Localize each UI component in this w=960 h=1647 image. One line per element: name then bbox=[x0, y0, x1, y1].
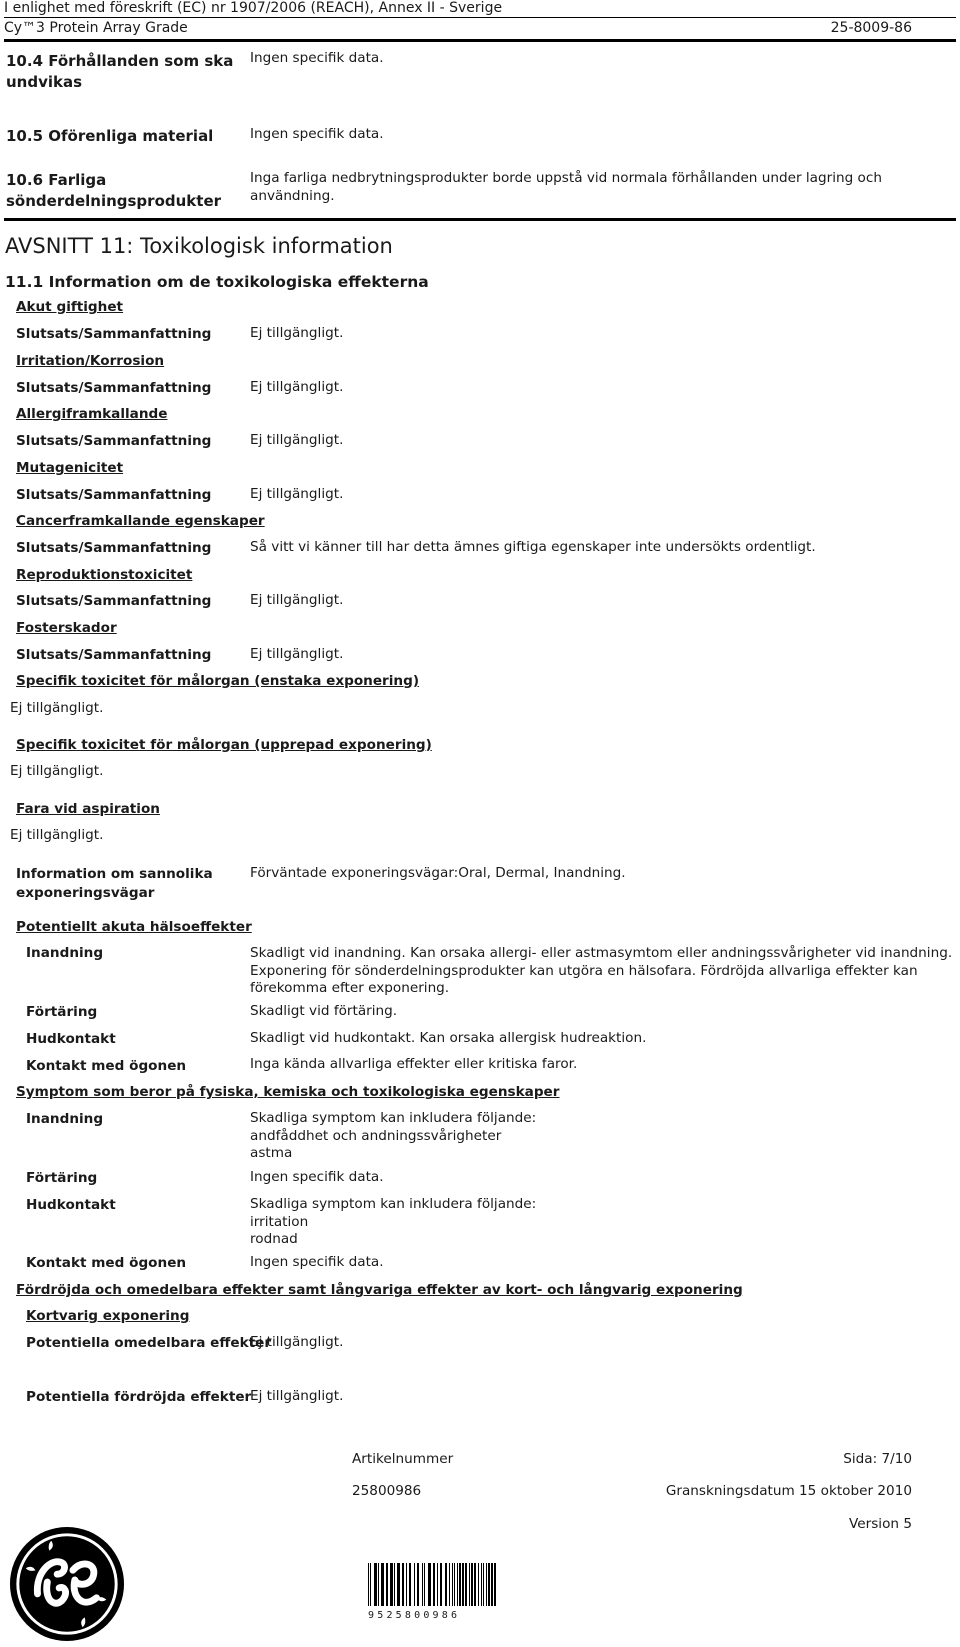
symptoms-skin-line1: Skadliga symptom kan inkludera följande: bbox=[250, 1196, 537, 1212]
barcode-bar bbox=[378, 1563, 379, 1606]
s10-5-label: 10.5 Oförenliga material bbox=[6, 127, 214, 145]
symptoms-heading: Symptom som beror på fysiska, kemiska och toxikologiska egenskaper bbox=[16, 1084, 560, 1100]
barcode-bar bbox=[491, 1563, 493, 1606]
symptoms-inhalation-line3: astma bbox=[250, 1145, 293, 1161]
barcode-bar bbox=[424, 1563, 425, 1606]
symptoms-eye-value: Ingen specifik data. bbox=[250, 1254, 384, 1270]
symptoms-skin-value bbox=[250, 1196, 536, 1249]
group-label-carcinogenicity: Slutsats/Sammanfattning bbox=[16, 540, 212, 556]
symptoms-ingestion-label: Förtäring bbox=[26, 1170, 98, 1186]
acute-eye-value: Inga kända allvarliga effekter eller kritiska faror. bbox=[250, 1056, 578, 1072]
stot-single-heading: Specifik toxicitet för målorgan (enstaka exponering) bbox=[16, 673, 420, 689]
acute-inhalation-line3: förekomma efter exponering. bbox=[250, 980, 450, 996]
acute-skin-value: Skadligt vid hudkontakt. Kan orsaka allergisk hudreaktion. bbox=[250, 1030, 647, 1046]
barcode-bar bbox=[488, 1563, 490, 1606]
symptoms-inhalation-label: Inandning bbox=[26, 1111, 104, 1127]
section11-subtitle: 11.1 Information om de toxikologiska effekterna bbox=[5, 273, 429, 291]
barcode-bar bbox=[449, 1563, 450, 1606]
barcode-bar bbox=[386, 1563, 388, 1606]
ge-logo-icon bbox=[8, 1525, 126, 1643]
delayed-immediate-value: Ej tillgängligt. bbox=[250, 1334, 344, 1350]
s10-6-label-line2: sönderdelningsprodukter bbox=[6, 192, 222, 210]
symptoms-inhalation-line2: andfåddhet och andningssvårigheter bbox=[250, 1127, 502, 1144]
barcode-bar bbox=[437, 1563, 438, 1606]
acute-eye-label: Kontakt med ögonen bbox=[26, 1058, 187, 1074]
symptoms-ingestion-value: Ingen specifik data. bbox=[250, 1169, 384, 1185]
group-heading-allergy: Allergiframkallande bbox=[16, 406, 168, 422]
barcode-bar bbox=[474, 1563, 476, 1606]
s10-6-value bbox=[250, 169, 882, 205]
s10-4-label bbox=[6, 51, 233, 93]
barcode-bar bbox=[454, 1563, 455, 1606]
barcode-digits: 9525800986 bbox=[368, 1610, 461, 1621]
routes-label-line1: Information om sannolika bbox=[16, 866, 213, 882]
barcode-bar bbox=[409, 1563, 411, 1606]
group-value-reproduction: Ej tillgängligt. bbox=[250, 592, 344, 608]
footer-page: Sida: 7/10 bbox=[843, 1451, 912, 1467]
header-product: Cy™3 Protein Array Grade bbox=[4, 20, 188, 36]
barcode-bar bbox=[445, 1563, 447, 1606]
barcode-bar bbox=[368, 1563, 369, 1606]
acute-inhalation-line2: Exponering för sönderdelningsprodukter kan utgöra en hälsofara. Fördröjda allvarliga effekter kan bbox=[250, 962, 918, 979]
acute-ingestion-value: Skadligt vid förtäring. bbox=[250, 1003, 398, 1019]
barcode bbox=[368, 1563, 496, 1606]
s10-6-label-line1: 10.6 Farliga bbox=[6, 171, 107, 189]
group-label-mutagenicity: Slutsats/Sammanfattning bbox=[16, 487, 212, 503]
footer-review-date: Granskningsdatum 15 oktober 2010 bbox=[665, 1483, 912, 1499]
routes-value: Förväntade exponeringsvägar:Oral, Dermal, Inandning. bbox=[250, 865, 626, 881]
symptoms-eye-label: Kontakt med ögonen bbox=[26, 1255, 187, 1271]
barcode-bar bbox=[483, 1563, 484, 1606]
acute-ingestion-label: Förtäring bbox=[26, 1004, 98, 1020]
group-heading-acute: Akut giftighet bbox=[16, 299, 124, 315]
delayed-subheading: Kortvarig exponering bbox=[26, 1308, 190, 1324]
group-heading-reproduction: Reproduktionstoxicitet bbox=[16, 567, 193, 583]
barcode-bar bbox=[390, 1563, 393, 1606]
barcode-bar bbox=[465, 1563, 467, 1606]
aspiration-value: Ej tillgängligt. bbox=[10, 827, 104, 843]
barcode-bar bbox=[374, 1563, 377, 1606]
barcode-bar bbox=[422, 1563, 423, 1606]
barcode-bar bbox=[433, 1563, 435, 1606]
aspiration-heading: Fara vid aspiration bbox=[16, 801, 160, 817]
footer-article-label: Artikelnummer bbox=[352, 1451, 454, 1467]
barcode-bar bbox=[469, 1563, 470, 1606]
acute-effects-heading: Potentiellt akuta hälsoeffekter bbox=[16, 919, 252, 935]
footer-version: Version 5 bbox=[849, 1516, 912, 1532]
symptoms-skin-label: Hudkontakt bbox=[26, 1197, 116, 1213]
barcode-bar bbox=[486, 1563, 487, 1606]
s10-6-label bbox=[6, 170, 221, 212]
s10-4-label-line2: undvikas bbox=[6, 73, 83, 91]
acute-inhalation-line1: Skadligt vid inandning. Kan orsaka allergi- eller astmasymtom eller andningssvårigheter vid inandning. bbox=[250, 945, 953, 961]
footer-article-number: 25800986 bbox=[352, 1483, 422, 1499]
routes-label bbox=[16, 865, 213, 903]
barcode-bar bbox=[440, 1563, 442, 1606]
group-heading-carcinogenicity: Cancerframkallande egenskaper bbox=[16, 513, 265, 529]
section11-title: AVSNITT 11: Toxikologisk information bbox=[5, 234, 393, 258]
s10-4-value: Ingen specifik data. bbox=[250, 50, 384, 66]
barcode-bar bbox=[457, 1563, 458, 1606]
barcode-bar bbox=[406, 1563, 407, 1606]
symptoms-inhalation-value bbox=[250, 1110, 536, 1163]
barcode-bar bbox=[481, 1563, 482, 1606]
group-value-irritation: Ej tillgängligt. bbox=[250, 379, 344, 395]
barcode-bar bbox=[494, 1563, 496, 1606]
group-heading-teratogenicity: Fosterskador bbox=[16, 620, 117, 636]
stot-repeated-value: Ej tillgängligt. bbox=[10, 763, 104, 779]
group-label-irritation: Slutsats/Sammanfattning bbox=[16, 380, 212, 396]
barcode-bar bbox=[462, 1563, 464, 1606]
group-heading-irritation: Irritation/Korrosion bbox=[16, 353, 165, 369]
stot-repeated-heading: Specifik toxicitet för målorgan (upprepad exponering) bbox=[16, 737, 432, 753]
group-heading-mutagenicity: Mutagenicitet bbox=[16, 460, 124, 476]
barcode-bar bbox=[381, 1563, 384, 1606]
header-regulation: I enlighet med föreskrift (EC) nr 1907/2006 (REACH), Annex II - Sverige bbox=[4, 0, 503, 16]
barcode-bar bbox=[370, 1563, 371, 1606]
s10-6-value-line1: Inga farliga nedbrytningsprodukter borde uppstå vid normala förhållanden under lagring och bbox=[250, 170, 882, 186]
delayed-delayed-label: Potentiella fördröjda effekter bbox=[26, 1389, 252, 1405]
barcode-bar bbox=[417, 1563, 419, 1606]
barcode-bar bbox=[452, 1563, 453, 1606]
header-rule bbox=[4, 17, 956, 18]
header-rule-thick bbox=[4, 39, 956, 42]
group-label-acute: Slutsats/Sammanfattning bbox=[16, 326, 212, 342]
barcode-bar bbox=[459, 1563, 461, 1606]
barcode-bar bbox=[402, 1563, 404, 1606]
acute-skin-label: Hudkontakt bbox=[26, 1031, 116, 1047]
section-rule bbox=[4, 218, 956, 221]
barcode-bar bbox=[428, 1563, 431, 1606]
delayed-immediate-label: Potentiella omedelbara effekter bbox=[26, 1335, 272, 1351]
delayed-heading: Fördröjda och omedelbara effekter samt långvariga effekter av kort- och långvarig exponering bbox=[16, 1282, 743, 1298]
barcode-bar bbox=[471, 1563, 473, 1606]
s10-5-value: Ingen specifik data. bbox=[250, 126, 384, 142]
acute-inhalation-value bbox=[250, 945, 952, 998]
barcode-bar bbox=[414, 1563, 415, 1606]
delayed-delayed-value: Ej tillgängligt. bbox=[250, 1388, 344, 1404]
symptoms-skin-line2: irritation bbox=[250, 1213, 309, 1230]
routes-label-line2: exponeringsvägar bbox=[16, 885, 155, 901]
group-value-mutagenicity: Ej tillgängligt. bbox=[250, 486, 344, 502]
symptoms-skin-line3: rodnad bbox=[250, 1231, 298, 1247]
symptoms-inhalation-line1: Skadliga symptom kan inkludera följande: bbox=[250, 1110, 537, 1126]
group-value-allergy: Ej tillgängligt. bbox=[250, 432, 344, 448]
group-value-acute: Ej tillgängligt. bbox=[250, 325, 344, 341]
header-code: 25-8009-86 bbox=[830, 20, 912, 36]
barcode-bar bbox=[397, 1563, 400, 1606]
group-value-carcinogenicity: Så vitt vi känner till har detta ämnes giftiga egenskaper inte undersökts ordentligt. bbox=[250, 539, 816, 555]
stot-single-value: Ej tillgängligt. bbox=[10, 700, 104, 716]
group-value-teratogenicity: Ej tillgängligt. bbox=[250, 646, 344, 662]
s10-6-value-line2: användning. bbox=[250, 188, 335, 204]
group-label-teratogenicity: Slutsats/Sammanfattning bbox=[16, 647, 212, 663]
group-label-allergy: Slutsats/Sammanfattning bbox=[16, 433, 212, 449]
barcode-bar bbox=[394, 1563, 395, 1606]
group-label-reproduction: Slutsats/Sammanfattning bbox=[16, 593, 212, 609]
barcode-bar bbox=[478, 1563, 479, 1606]
acute-inhalation-label: Inandning bbox=[26, 945, 104, 961]
s10-4-label-line1: 10.4 Förhållanden som ska bbox=[6, 52, 234, 70]
